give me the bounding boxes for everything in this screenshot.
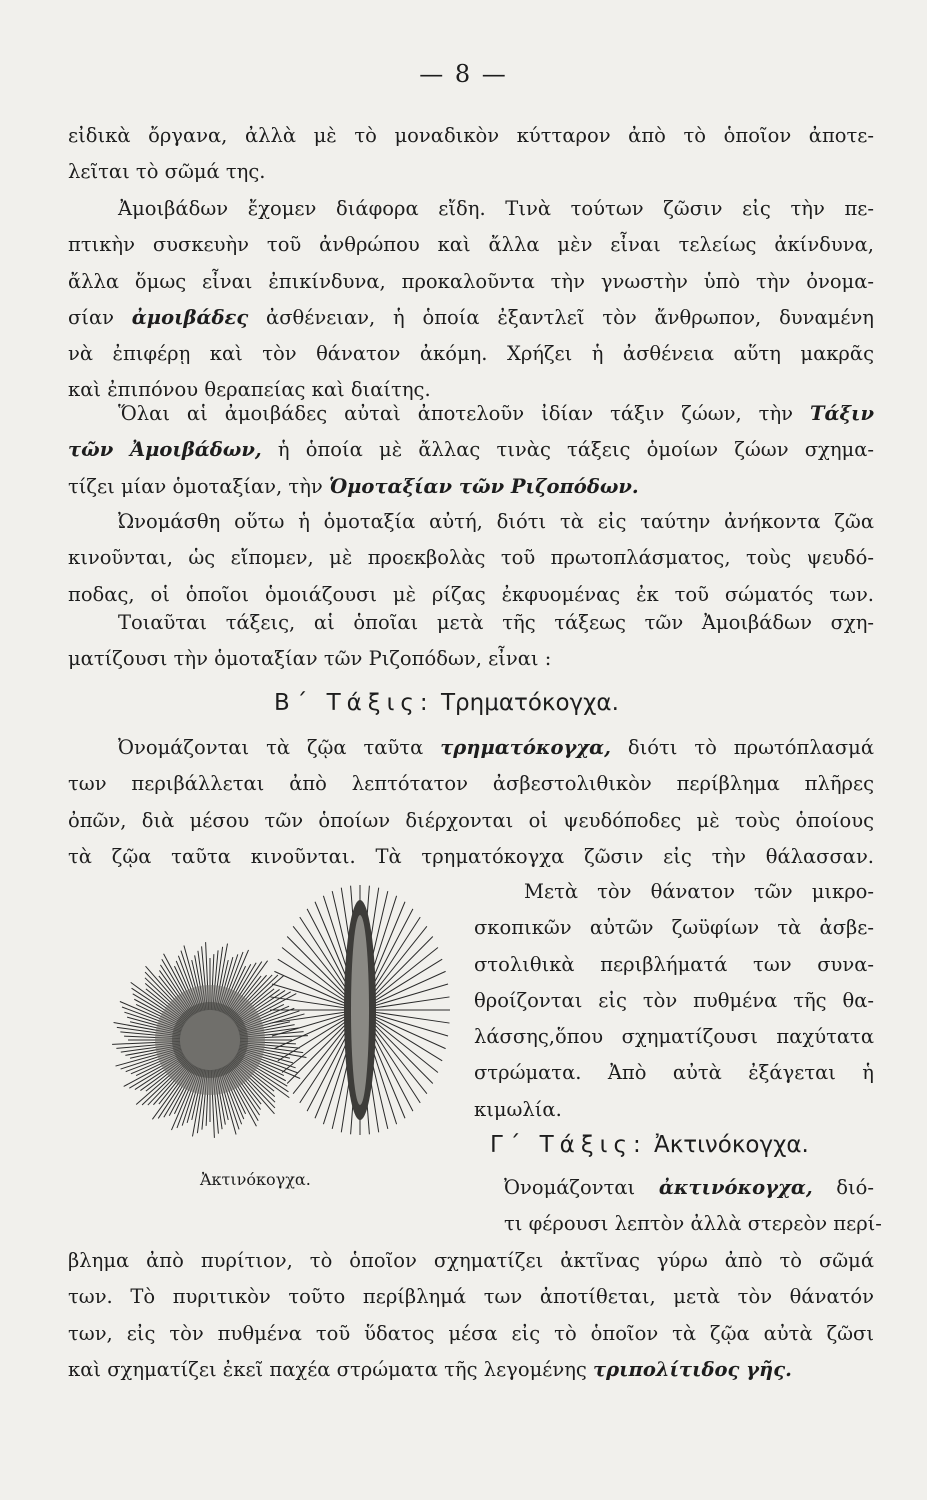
text-run: σίαν (68, 305, 132, 329)
text-line: Τοιαῦται τάξεις, αἱ ὁποῖαι μετὰ τῆς τάξεως τῶν Ἀμοιβάδων σχη- (118, 611, 874, 634)
text-run: διότι τὸ πρωτόπλασμά (610, 736, 875, 759)
emphasis-term: τριπολίτιδος γῆς. (593, 1357, 792, 1381)
text-run: Ὀνομάζονται (504, 1176, 659, 1199)
text-line: καὶ ἐπιπόνου θεραπείας καὶ διαίτης. (68, 378, 431, 402)
spherical-radiolarian-drawing (112, 942, 308, 1138)
text-line: ὀπῶν, διὰ μέσου τῶν ὁποίων διέρχονται οἱ ψευδόποδες μὲ τοὺς ὁποίους (68, 808, 874, 832)
spindle-radiolarian-drawing (270, 885, 450, 1135)
paragraph-2 (68, 191, 874, 409)
text-line: ποδας, οἱ ὁποῖοι ὁμοιάζουσι μὲ ρίζας ἐκφυομένας ἐκ τοῦ σώματός των. (68, 582, 874, 606)
text-line: των, εἰς τὸν πυθμένα τοῦ ὕδατος μέσα εἰς τὸ ὁποῖον τὰ ζῷα αὐτὰ ζῶσι (68, 1321, 874, 1345)
text-line: πτικὴν συσκευὴν τοῦ ἀνθρώπου καὶ ἄλλα μὲν εἶναι τελείως ἀκίνδυνα, (68, 233, 874, 257)
paragraph-3 (68, 396, 874, 505)
paragraph-6 (68, 730, 874, 875)
section-heading-c (490, 1132, 809, 1158)
text-run: Ὅλαι αἱ ἀμοιβάδες αὐταὶ ἀποτελοῦν ἰδίαν τάξιν ζώων, τὴν (118, 402, 810, 425)
text-run: τίζει μίαν ὁμοταξίαν, τὴν (68, 474, 329, 498)
emphasis-term: ἀμοιβάδες (131, 305, 249, 329)
text-line (68, 1352, 874, 1388)
text-run: διό- (812, 1176, 874, 1199)
text-line: κινοῦνται, ὡς εἴπομεν, μὲ προεκβολὰς τοῦ πρωτοπλάσματος, τοὺς ψευδό- (68, 546, 874, 570)
text-line: θροίζονται εἰς τὸν πυθμένα τῆς θα- (474, 988, 874, 1012)
emphasis-term: ἀκτινόκογχα, (658, 1176, 813, 1199)
emphasis-term: τρηματόκογχα, (440, 736, 611, 759)
text-line: στολιθικὰ περιβλήματά των συνα- (474, 952, 874, 976)
figure-caption: Ἀκτινόκογχα. (200, 1170, 311, 1189)
text-line (454, 1170, 874, 1206)
heading-label: Γ΄ Τάξις: (490, 1132, 647, 1158)
text-line: Ὠνομάσθη οὕτω ἡ ὁμοταξία αὐτή, διότι τὰ εἰς ταύτην ἀνήκοντα ζῶα (118, 510, 874, 533)
text-line: βλημα ἀπὸ πυρίτιον, τὸ ὁποῖον σχηματίζει ἀκτῖνας γύρω ἀπὸ τὸ σῶμά (68, 1249, 874, 1272)
text-line: νὰ ἐπιφέρῃ καὶ τὸν θάνατον ἀκόμη. Χρήζει ἡ ἀσθένεια αὕτη μακρᾶς (68, 342, 874, 366)
text-run: καὶ σχηματίζει ἐκεῖ παχέα στρώματα τῆς λεγομένης (68, 1357, 594, 1381)
text-line: λάσσης,ὅπου σχηματίζουσι παχύτατα (474, 1025, 874, 1049)
text-line: ματίζουσι τὴν ὁμοταξίαν τῶν Ριζοπόδων, εἶναι : (68, 647, 552, 671)
paragraph-7 (474, 874, 874, 1128)
paragraph-8 (68, 1243, 874, 1388)
text-line: Μετὰ τὸν θάνατον τῶν μικρο- (524, 880, 874, 903)
text-line: κιμωλία. (474, 1097, 562, 1121)
text-run: Ὀνομάζονται τὰ ζῷα ταῦτα (118, 736, 441, 759)
text-line: εἰδικὰ ὄργανα, ἀλλὰ μὲ τὸ μοναδικὸν κύτταρον ἀπὸ τὸ ὁποῖον ἀποτε- (68, 124, 874, 147)
text-line: σκοπικῶν αὐτῶν ζωϋφίων τὰ ἀσβε- (474, 916, 874, 940)
heading-title: Ἀκτινόκογχα. (654, 1132, 809, 1158)
emphasis-term: Ὁμοταξίαν τῶν Ριζοπόδων. (328, 474, 639, 498)
text-line: των. Τὸ πυριτικὸν τοῦτο περίβλημά των ἀποτίθεται, μετὰ τὸν θάνατόν (68, 1285, 874, 1309)
text-run: ἀσθένειαν, ἡ ὁποία ἐξαντλεῖ τὸν ἄνθρωπον, δυναμένη (248, 305, 874, 329)
text-line: τι φέρουσι λεπτὸν ἀλλὰ στερεὸν περί- (504, 1212, 882, 1236)
paragraph-8-intro (454, 1170, 882, 1243)
text-line: των περιβάλλεται ἀπὸ λεπτότατον ἀσβεστολιθικὸν περίβλημα πλῆρες (68, 772, 874, 796)
section-heading-b (274, 690, 619, 716)
emphasis-term: Τάξιν (809, 402, 874, 425)
text-line: λεῖται τὸ σῶμά της. (68, 160, 266, 184)
actinokoncha-illustration (110, 870, 460, 1170)
text-line: Ἀμοιβάδων ἔχομεν διάφορα εἴδη. Τινὰ τούτων ζῶσιν εἰς τὴν πε- (118, 197, 874, 220)
text-run: ἡ ὁποία μὲ ἄλλας τινὰς τάξεις ὁμοίων ζώων σχημα- (261, 438, 874, 462)
paragraph-4 (68, 504, 874, 613)
emphasis-term: τῶν Ἀμοιβάδων, (68, 438, 262, 462)
heading-label: Β΄ Τάξις: (274, 690, 434, 716)
text-line (68, 432, 874, 468)
heading-title: Τρηματόκογχα. (440, 690, 619, 716)
text-line: τὰ ζῷα ταῦτα κινοῦνται. Τὰ τρηματόκογχα ζῶσιν εἰς τὴν θάλασσαν. (68, 844, 874, 868)
text-line: ἄλλα ὅμως εἶναι ἐπικίνδυνα, προκαλοῦντα τὴν γνωστὴν ὑπὸ τὴν ὀνομα- (68, 269, 874, 293)
text-line (68, 469, 874, 505)
text-line (68, 300, 874, 336)
paragraph-5 (68, 605, 874, 678)
text-line (68, 396, 874, 432)
text-line (68, 730, 874, 766)
text-line: στρώματα. Ἀπὸ αὐτὰ ἐξάγεται ἡ (474, 1061, 874, 1085)
page-number: — 8 — (419, 60, 508, 88)
paragraph-1 (68, 118, 874, 191)
